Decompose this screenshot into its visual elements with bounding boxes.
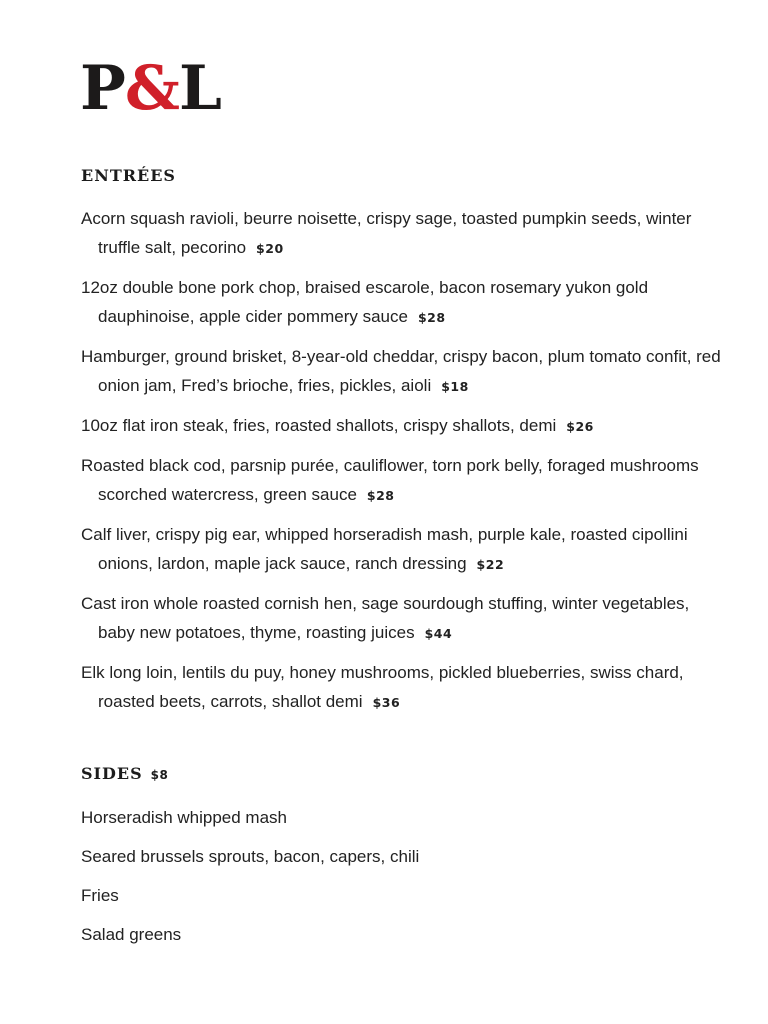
menu-item-description: 10oz flat iron steak, fries, roasted shallots, crispy shallots, demi	[81, 416, 557, 435]
entrees-heading	[81, 166, 728, 186]
side-item: Horseradish whipped mash	[81, 808, 287, 827]
menu-item-description: Acorn squash ravioli, beurre noisette, crispy sage, toasted pumpkin seeds, winter truffle salt, pecorino	[81, 209, 692, 257]
side-item: Fries	[81, 886, 119, 905]
menu-item-description: Calf liver, crispy pig ear, whipped horseradish mash, purple kale, roasted cipollini onions, lardon, maple jack sauce, ranch dressing	[81, 525, 688, 573]
menu-item-description: Roasted black cod, parsnip purée, cauliflower, torn pork belly, foraged mushrooms scorched watercress, green sauce	[81, 456, 699, 504]
menu-item-description: Elk long loin, lentils du puy, honey mushrooms, pickled blueberries, swiss chard, roasted beets, carrots, shallot demi	[81, 663, 684, 711]
logo-ampersand: &	[124, 53, 179, 124]
menu-item-price: $18	[441, 379, 469, 394]
sides-heading-label: SIDES	[81, 764, 143, 783]
menu-item	[81, 204, 728, 263]
menu-item-price: $20	[256, 241, 284, 256]
sides-list	[81, 803, 728, 949]
side-item: Seared brussels sprouts, bacon, capers, chili	[81, 847, 420, 866]
menu-item-price: $28	[417, 310, 446, 325]
logo-letter-p: P	[80, 53, 125, 124]
entrees-list	[81, 204, 728, 717]
menu-item-description: Cast iron whole roasted cornish hen, sage sourdough stuffing, winter vegetables, baby new potatoes, thyme, roasting juices	[81, 594, 690, 642]
menu-item-description: Hamburger, ground brisket, 8-year-old cheddar, crispy bacon, plum tomato confit, red onion jam, Fred’s brioche, fries, pickles, aioli	[81, 347, 721, 395]
menu-item	[81, 658, 728, 717]
logo-letter-l: L	[178, 53, 221, 124]
menu-item	[81, 411, 728, 441]
menu-item-description: 12oz double bone pork chop, braised escarole, bacon rosemary yukon gold dauphinoise, apple cider pommery sauce	[81, 278, 649, 326]
menu-item	[81, 273, 728, 332]
menu-item-price: $36	[372, 695, 401, 710]
sides-price: $8	[150, 768, 169, 782]
side-item: Salad greens	[81, 925, 182, 944]
menu-item	[81, 520, 728, 579]
menu-item	[81, 451, 728, 510]
menu-item-price: $28	[366, 488, 395, 503]
menu-item	[81, 342, 728, 401]
menu-item-price: $26	[566, 419, 594, 434]
entrees-heading-label: ENTRÉES	[81, 166, 176, 185]
restaurant-logo	[80, 53, 221, 124]
entrees-section	[81, 166, 728, 727]
menu-item-price: $44	[424, 626, 453, 641]
menu-item	[81, 589, 728, 648]
menu-item-price: $22	[476, 557, 505, 572]
sides-heading	[81, 764, 728, 785]
sides-section	[81, 764, 728, 959]
